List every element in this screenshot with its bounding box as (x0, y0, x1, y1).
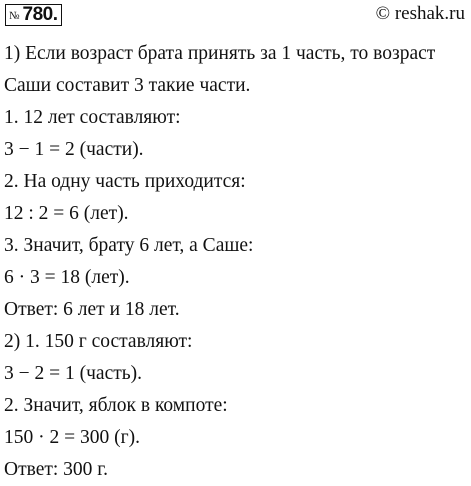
solution-text (4, 38, 469, 486)
number-sign: № (9, 10, 20, 22)
solution-line: Саши составит 3 такие части. (4, 75, 251, 96)
header (0, 0, 471, 36)
solution-line: 6 · 3 = 18 (лет). (4, 267, 130, 288)
solution-line: 3. Значит, брату 6 лет, а Саше: (4, 235, 254, 256)
task-number: 780. (22, 4, 58, 25)
solution-line: 1) Если возраст брата принять за 1 часть, то возраст (4, 43, 436, 64)
solution-line: 2. На одну часть приходится: (4, 171, 246, 192)
solution-line: 3 − 2 = 1 (часть). (4, 363, 143, 384)
solution-line: 12 : 2 = 6 (лет). (4, 203, 129, 224)
solution-line: 2) 1. 150 г составляют: (4, 331, 193, 352)
task-number-badge (5, 4, 62, 26)
answer-line: Ответ: 300 г. (4, 459, 108, 480)
watermark: © reshak.ru (375, 3, 465, 24)
solution-line: 3 − 1 = 2 (части). (4, 139, 144, 160)
solution-line: 150 · 2 = 300 (г). (4, 427, 140, 448)
solution-line: 2. Значит, яблок в компоте: (4, 395, 228, 416)
solution-line: 1. 12 лет составляют: (4, 107, 181, 128)
answer-line: Ответ: 6 лет и 18 лет. (4, 299, 180, 320)
